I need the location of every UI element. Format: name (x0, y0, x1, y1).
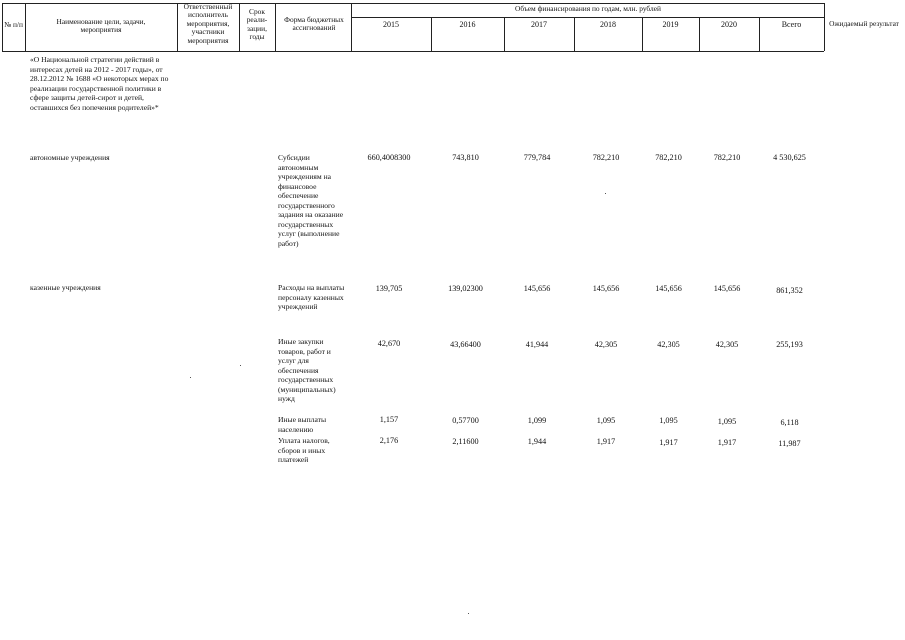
header-term: Срок реали-зации, годы (246, 7, 268, 42)
row-value: 42,670 (377, 339, 401, 348)
header-year-divider (351, 17, 824, 18)
header-bottom-border (2, 51, 824, 52)
row-value: 145,656 (592, 284, 620, 293)
header-year: 2016 (459, 20, 476, 29)
row-value: 1,157 (379, 415, 399, 424)
table-header (2, 3, 903, 51)
header-responsible: Ответственный исполнитель мероприятия, участники мероприятия (183, 2, 233, 45)
col-border (239, 3, 240, 51)
header-result: Ожидаемый результат (829, 19, 899, 28)
row-form: Субсидии автономным учреждениям на финансовое обеспечение государственного задания на оказание государственных услуг (выполнение работ) (278, 153, 344, 248)
row-total: 4 530,625 (773, 153, 806, 162)
scan-speck (190, 377, 191, 378)
row-form: Расходы на выплаты персоналу казенных учреждений (278, 283, 345, 311)
row-form: Иные закупки товаров, работ и услуг для обеспечения государственных (муниципальных) нужд (278, 337, 336, 403)
intro-text: «О Национальной стратегии действий в интересах детей на 2012 - 2017 годы», от 28.12.2012 № 1688 «О некоторых мерах по реализации государственной политики в сфере защиты детей-сирот и детей, оставшихся без попечения родителей»* (30, 55, 169, 112)
row-name: казенные учреждения (30, 283, 101, 292)
row-value: 779,784 (523, 153, 551, 162)
row-value: 1,095 (596, 416, 616, 425)
row-value: 660,4008300 (367, 153, 411, 162)
row-form: Уплата налогов, сборов и иных платежей (278, 436, 330, 464)
header-year: 2017 (531, 20, 547, 29)
row-value: 1,095 (717, 417, 737, 426)
row-value: 42,305 (594, 340, 618, 349)
header-form: Форма бюджетных ассигнований (284, 15, 344, 33)
row-value: 2,11600 (452, 437, 479, 446)
row-total: 11,987 (778, 439, 801, 448)
row-total: 6,118 (780, 418, 799, 427)
row-value: 43,66400 (450, 340, 481, 349)
row-value: 782,210 (592, 153, 620, 162)
header-year: 2015 (383, 20, 399, 29)
header-num: № п/п (4, 20, 23, 29)
header-volume: Объем финансирования по годам, млн. рублей (515, 4, 661, 13)
row-value: 1,095 (659, 416, 678, 425)
col-border (275, 3, 276, 51)
header-name: Наименование цели, задачи, мероприятия (56, 17, 146, 35)
row-value: 782,210 (713, 153, 741, 162)
row-value: 2,176 (379, 436, 399, 445)
row-value: 41,944 (525, 340, 549, 349)
row-value: 1,917 (717, 438, 737, 447)
header-total: Всего (781, 20, 802, 29)
row-value: 1,917 (659, 438, 678, 447)
row-name: автономные учреждения (30, 153, 110, 162)
row-value: 0,57700 (452, 416, 479, 425)
header-year: 2020 (721, 20, 737, 29)
row-value: 743,810 (452, 153, 479, 162)
col-border (824, 3, 825, 51)
row-total: 861,352 (776, 286, 803, 295)
row-value: 1,099 (527, 416, 547, 425)
row-form: Иные выплаты населению (278, 415, 327, 434)
header-year: 2018 (600, 20, 616, 29)
header-year: 2019 (662, 20, 679, 29)
scan-speck (240, 365, 241, 366)
row-value: 145,656 (523, 284, 551, 293)
row-total: 255,193 (776, 340, 803, 349)
row-value: 42,305 (715, 340, 739, 349)
scan-speck (468, 613, 469, 614)
row-value: 1,944 (527, 437, 547, 446)
row-value: 782,210 (655, 153, 682, 162)
row-value: 139,02300 (448, 284, 483, 293)
row-value: 139,705 (375, 284, 403, 293)
col-border (177, 3, 178, 51)
row-value: 42,305 (657, 340, 680, 349)
scan-speck (605, 193, 606, 194)
row-value: 145,656 (713, 284, 741, 293)
col-border (25, 3, 26, 51)
row-value: 145,656 (655, 284, 682, 293)
row-value: 1,917 (596, 437, 616, 446)
header-top-border (2, 3, 824, 4)
